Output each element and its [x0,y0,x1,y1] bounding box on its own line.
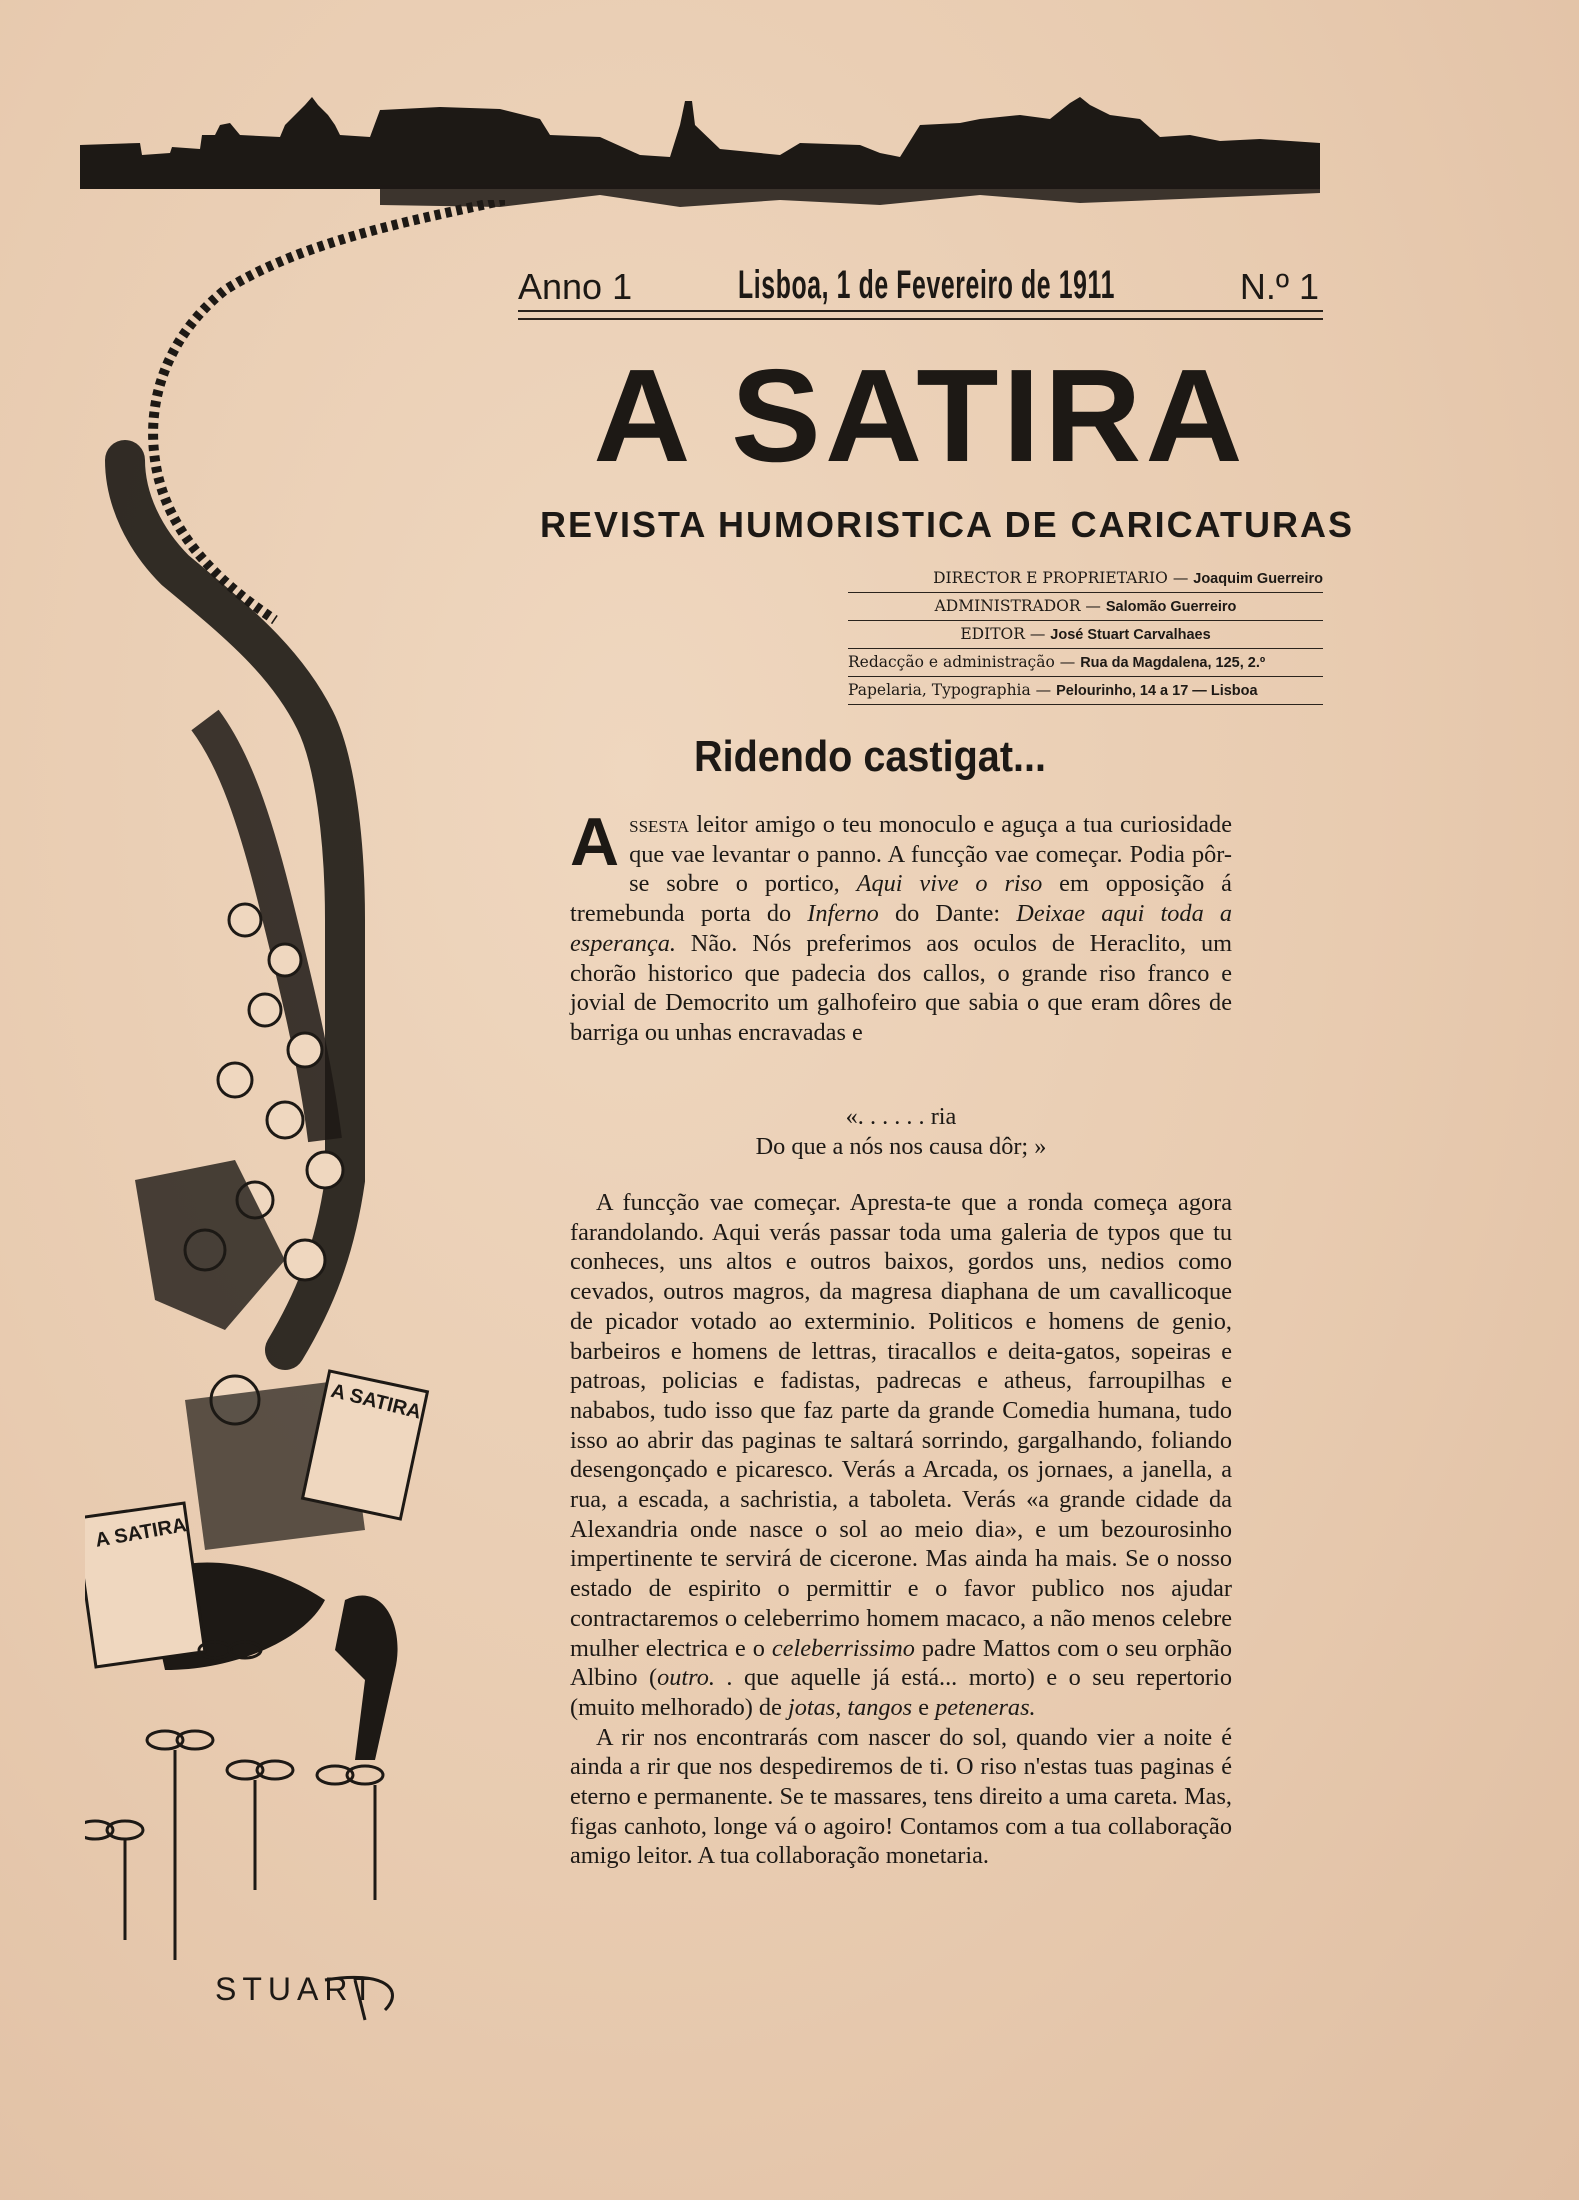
paragraph-1-text: leitor amigo o teu monoculo e aguça a tua curiosidade que vae levantar o panno. A funcção vae começar. Podia pôr-se sobre o portico, [629,811,1232,898]
paragraph-2-text: e [912,1693,936,1721]
credit-divider [848,592,1323,593]
credit-papelaria-address: Pelourinho, 14 a 17 — Lisboa [1056,683,1258,699]
credit-administrator-name: Salomão Guerreiro [1105,599,1237,615]
paper-label-right: A SATIRA [328,1379,424,1424]
credit-editor-label: EDITOR — [960,625,1046,643]
drop-cap: A [570,804,620,880]
crowd-procession-illustration [85,200,505,2030]
credit-divider [848,676,1323,677]
artist-signature: STUART [215,1971,379,2007]
paragraph-1-italic: Aqui vive o riso [856,870,1043,898]
masthead-header-row [518,258,1323,312]
volume-label: Anno 1 [518,266,633,307]
article-paragraph-1 [570,804,1232,1048]
issue-date: Lisboa, 1 de Fevereiro de 1911 [738,263,1116,307]
credit-administrator-label: ADMINISTRADOR — [934,597,1101,615]
credit-divider [848,704,1323,705]
credit-director-name: Joaquim Guerreiro [1193,571,1323,587]
masthead-divider [518,310,1323,320]
article-title: Ridendo castigat... [693,732,1047,781]
paragraph-2-italic: jotas, tangos [787,1693,913,1721]
paragraph-1-italic: Deixae aqui toda a esperança. [570,900,1232,957]
credit-redaccao [848,650,1323,674]
paragraph-2-italic: celeberrissimo [771,1634,915,1662]
issue-number: N.º 1 [1239,266,1319,307]
paragraph-1-caps: ssesta [629,811,690,838]
credit-editor-name: José Stuart Carvalhaes [1050,627,1211,643]
credit-administrator [848,594,1323,618]
credit-divider [848,620,1323,621]
credit-redaccao-address: Rua da Magdalena, 125, 2.º [1080,655,1266,671]
paragraph-2-italic: peteneras. [935,1693,1036,1721]
paragraph-1-italic: Inferno [807,900,879,928]
credit-editor [848,622,1323,646]
credit-papelaria [848,678,1323,702]
paragraph-2-text: padre Mattos com o seu orphão Albino ( [570,1634,1232,1692]
publication-title: A SATIRA [593,342,1247,489]
credit-divider [848,648,1323,649]
paragraph-2-text: A funcção vae começar. Apresta-te que a ronda começa agora farandolando. Aqui verás passar toda uma galeria de typos que tu conheces, uns altos e outros baixos, gordos uns, nedios como cevados, outros magros, da magresa diaphana de um cavallicoque de picador votado ao exterminio. Politicos e homens de genio, barbeiros e homens de lettras, tiracallos e deita-gatos, sopeiras e patroas, policias e fadistas, padrecas e atheus, farroupilhas e nababos, tudo isso que faz parte da grande Comedia humana, tudo isso ao abrir das paginas te saltará sorrindo, gargalhando, foliando desengonçado e picaresco. Verás a Arcada, os jornaes, a janella, a rua, a escada, a sachristia, a taboleta. Verás «a grande cidade da Alexandria onde nasce o sol ao meio dia», e um bezourosinho impertinente te servirá de cicerone. Mas ainda ha mais. Se o nosso estado de espirito o permittir e o favor publico nos ajudar contractaremos o celeberrimo homem macaco, a não menos celebre mulher electrica e o [570,1189,1232,1662]
publication-subtitle: REVISTA HUMORISTICA DE CARICATURAS [540,504,1354,545]
paragraph-1-text: Não. Nós preferimos aos oculos de Heraclito, um chorão historico que padecia dos callos, o grande riso franco e jovial de Democrito um galhofeiro que sabia o que eram dôres de barriga ou unhas encravadas e [570,929,1232,1046]
credit-redaccao-label: Redacção e administração — [848,653,1076,671]
quote-line-1: «. . . . . . ria [845,1103,957,1130]
quote-line-2: Do que a nós nos causa dôr; » [755,1133,1047,1160]
credit-director [848,566,1323,590]
credit-director-label: DIRECTOR E PROPRIETARIO — [933,569,1189,587]
article-paragraph-2 [570,1188,1232,1871]
article-paragraph-3: A rir nos encontrarás com nascer do sol, quando vier a noite é ainda a rir que nos despediremos de ti. O riso n'estas tuas paginas é eterno e permanente. Se te massares, tens direito a uma careta. Mas, figas canhoto, longe vá o agoiro! Contamos com a tua collaboração amigo leitor. A tua collaboração monetaria. [570,1723,1232,1870]
paragraph-2-italic: outro. [657,1664,715,1692]
paper-label-left: A SATIRA [93,1514,189,1552]
paragraph-1-text: do Dante: [878,900,1017,928]
paragraph-1-text: em opposição á tremebunda porta do [570,870,1232,928]
credit-papelaria-label: Papelaria, Typographia — [848,681,1052,699]
paragraph-2-text: . que aquelle já está... morto) e o seu repertorio (muito melhorado) de [570,1664,1232,1721]
